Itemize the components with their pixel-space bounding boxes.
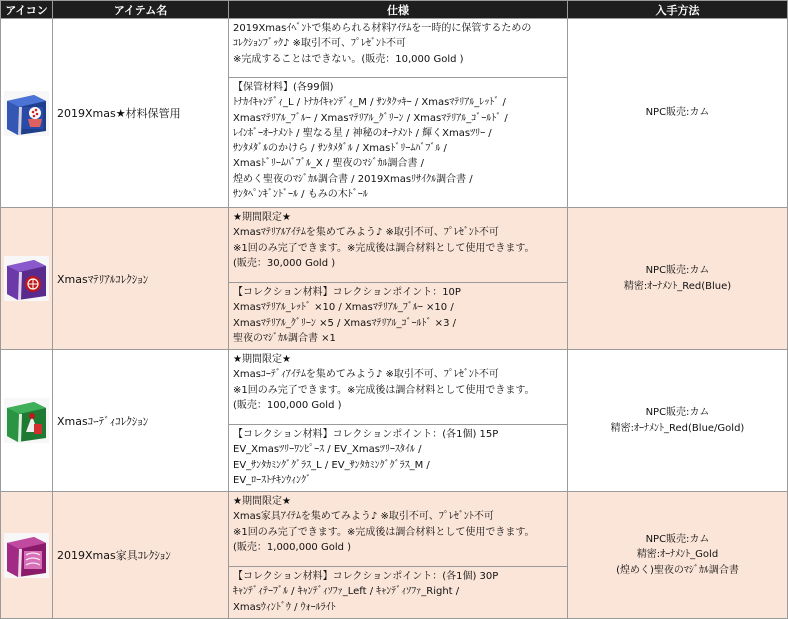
item-name: 2019Xmas★材料保管用	[53, 19, 229, 208]
spec-line: (販売：100,000 Gold )	[233, 399, 342, 411]
item-acquire	[568, 19, 788, 208]
spec-line: 【コレクション材料】コレクションポイント：(各1個) 15P	[233, 429, 499, 440]
spec-line: EV_Xmasﾂﾘｰﾜﾝﾋﾟｰｽ / EV_Xmasﾂﾘｰｽﾀｲﾙ /	[233, 444, 422, 456]
item-row-4-top	[1, 492, 788, 567]
spec-line: Xmasﾏﾃﾘｱﾙ_ﾚｯﾄﾞ ×10 / Xmasﾏﾃﾘｱﾙ_ﾌﾞﾙｰ ×10 /	[233, 302, 454, 314]
spec-line: 煌めく聖夜のﾏｼﾞｶﾙ調合書 / 2019Xmasﾘｻｲｸﾙ調合書 /	[233, 173, 473, 185]
item-spec-materials	[229, 78, 568, 208]
spec-line: ｻﾝﾀﾍﾟﾝｷﾞﾝﾄﾞｰﾙ / もみの木ﾄﾞｰﾙ	[233, 189, 368, 201]
item-spec-description	[229, 350, 568, 425]
spec-line: (販売：30,000 Gold )	[233, 257, 336, 269]
acquire-line: NPC販売:カム	[645, 107, 710, 119]
material-collection-book-icon	[4, 256, 49, 301]
item-name: 2019Xmas家具ｺﾚｸｼｮﾝ	[53, 492, 229, 619]
spec-line: ﾚｲﾝﾎﾞｰｵｰﾅﾒﾝﾄ / 聖なる星 / 神秘のｵｰﾅﾒﾝﾄ / 輝くXmasﾂﾘｰ /	[233, 127, 492, 139]
spec-line: ※1回のみ完了できます。※完成後は調合材料として使用できます。	[233, 242, 535, 254]
header-spec: 仕様	[229, 1, 568, 19]
acquire-line: NPC販売:カム	[645, 265, 710, 276]
spec-line: 【コレクション材料】コレクションポイント：(各1個) 30P	[233, 571, 499, 582]
item-spec-description	[229, 492, 568, 567]
item-spec-description	[229, 208, 568, 283]
spec-line: ｺﾚｸｼｮﾝﾌﾞｯｸ♪ ※取引不可、ﾌﾟﾚｾﾞﾝﾄ不可	[233, 38, 406, 50]
header-row	[1, 1, 788, 19]
item-spec-description	[229, 19, 568, 78]
acquire-line: NPC販売:カム	[645, 533, 710, 545]
item-icon-cell	[1, 492, 53, 619]
item-icon-cell	[1, 19, 53, 208]
storage-book-icon	[4, 91, 49, 136]
item-row-2-top	[1, 208, 788, 283]
acquire-line: 精密:ｵｰﾅﾒﾝﾄ_Red(Blue)	[623, 280, 732, 292]
item-row-1-top	[1, 19, 788, 78]
coordinate-collection-book-icon	[4, 398, 49, 443]
spec-line: (販売：1,000,000 Gold )	[233, 541, 352, 553]
acquire-line: (煌めく)聖夜のﾏｼﾞｶﾙ調合書	[616, 564, 739, 576]
spec-line: Xmasｺｰﾃﾞｨｱｲﾃﾑを集めてみよう♪ ※取引不可、ﾌﾟﾚｾﾞﾝﾄ不可	[233, 369, 499, 381]
item-name: Xmasﾏﾃﾘｱﾙｺﾚｸｼｮﾝ	[53, 208, 229, 350]
spec-line: ｻﾝﾀﾒﾀﾞﾙのかけら / ｻﾝﾀﾒﾀﾞﾙ / Xmasﾄﾞﾘｰﾑﾊﾞﾌﾞﾙ /	[233, 143, 447, 155]
spec-line: 【保管材料】(各99個)	[233, 82, 334, 93]
spec-line: Xmas家具ｱｲﾃﾑを集めてみよう♪ ※取引不可、ﾌﾟﾚｾﾞﾝﾄ不可	[233, 511, 494, 523]
header-item-name: アイテム名	[53, 1, 229, 19]
spec-line: EV_ｻﾝﾀｶﾐﾝｸﾞｸﾞﾗｽ_L / EV_ｻﾝﾀｶﾐﾝｸﾞｸﾞﾗｽ_M /	[233, 459, 430, 471]
header-icon: アイコン	[1, 1, 53, 19]
acquire-line: NPC販売:カム	[645, 407, 710, 418]
furniture-collection-book-icon	[4, 533, 49, 578]
spec-line: ﾄﾅｶｲｷｬﾝﾃﾞｨ_L / ﾄﾅｶｲｷｬﾝﾃﾞｨ_M / ｻﾝﾀｸｯｷｰ / Xmasﾏﾃﾘｱﾙ_ﾚｯﾄﾞ /	[233, 97, 506, 109]
item-acquire	[568, 208, 788, 350]
item-acquire	[568, 350, 788, 492]
item-acquire	[568, 492, 788, 619]
item-icon-cell	[1, 350, 53, 492]
spec-line: 【コレクション材料】コレクションポイント：10P	[233, 287, 461, 298]
spec-line: Xmasﾄﾞﾘｰﾑﾊﾞﾌﾞﾙ_X / 聖夜のﾏｼﾞｶﾙ調合書 /	[233, 158, 425, 170]
item-row-3-top	[1, 350, 788, 425]
spec-line: Xmasﾏﾃﾘｱﾙ_ｸﾞﾘｰﾝ ×5 / Xmasﾏﾃﾘｱﾙ_ｺﾞｰﾙﾄﾞ ×3 /	[233, 317, 456, 329]
header-acquire: 入手方法	[568, 1, 788, 19]
spec-line: ｷｬﾝﾃﾞｨﾃｰﾌﾞﾙ / ｷｬﾝﾃﾞｨｿﾌｧ_Left / ｷｬﾝﾃﾞｨｿﾌｧ_Right /	[233, 586, 460, 598]
spec-line: 2019Xmasｲﾍﾞﾝﾄで集められる材料ｱｲﾃﾑを一時的に保管するための	[233, 23, 532, 34]
spec-line: ※1回のみ完了できます。※完成後は調合材料として使用できます。	[233, 384, 535, 396]
spec-line: Xmasﾏﾃﾘｱﾙｱｲﾃﾑを集めてみよう♪ ※取引不可、ﾌﾟﾚｾﾞﾝﾄ不可	[233, 227, 499, 239]
spec-line: ★期間限定★	[233, 354, 291, 365]
spec-line: EV_ﾛｰｽﾄﾁｷﾝｳｨﾝｸﾞ	[233, 474, 312, 486]
item-icon-cell	[1, 208, 53, 350]
item-name: Xmasｺｰﾃﾞｨｺﾚｸｼｮﾝ	[53, 350, 229, 492]
spec-line: 聖夜のﾏｼﾞｶﾙ調合書 ×1	[233, 332, 336, 344]
spec-line: Xmasﾏﾃﾘｱﾙ_ﾌﾞﾙｰ / Xmasﾏﾃﾘｱﾙ_ｸﾞﾘｰﾝ / Xmasﾏﾃﾘｱﾙ_ｺﾞｰﾙﾄﾞ /	[233, 112, 508, 124]
spec-line: Xmasｳｨﾝﾄﾞｳ / ｳｫｰﾙﾗｲﾄ	[233, 601, 336, 613]
spec-line: ※完成することはできない。(販売：10,000 Gold )	[233, 53, 464, 65]
item-spec-materials	[229, 283, 568, 350]
acquire-line: 精密:ｵｰﾅﾒﾝﾄ_Gold	[636, 549, 719, 561]
spec-line: ※1回のみ完了できます。※完成後は調合材料として使用できます。	[233, 526, 535, 538]
item-spec-materials	[229, 425, 568, 492]
spec-line: ★期間限定★	[233, 496, 291, 507]
item-spec-materials	[229, 567, 568, 619]
acquire-line: 精密:ｵｰﾅﾒﾝﾄ_Red(Blue/Gold)	[610, 422, 745, 434]
spec-line: ★期間限定★	[233, 212, 291, 223]
